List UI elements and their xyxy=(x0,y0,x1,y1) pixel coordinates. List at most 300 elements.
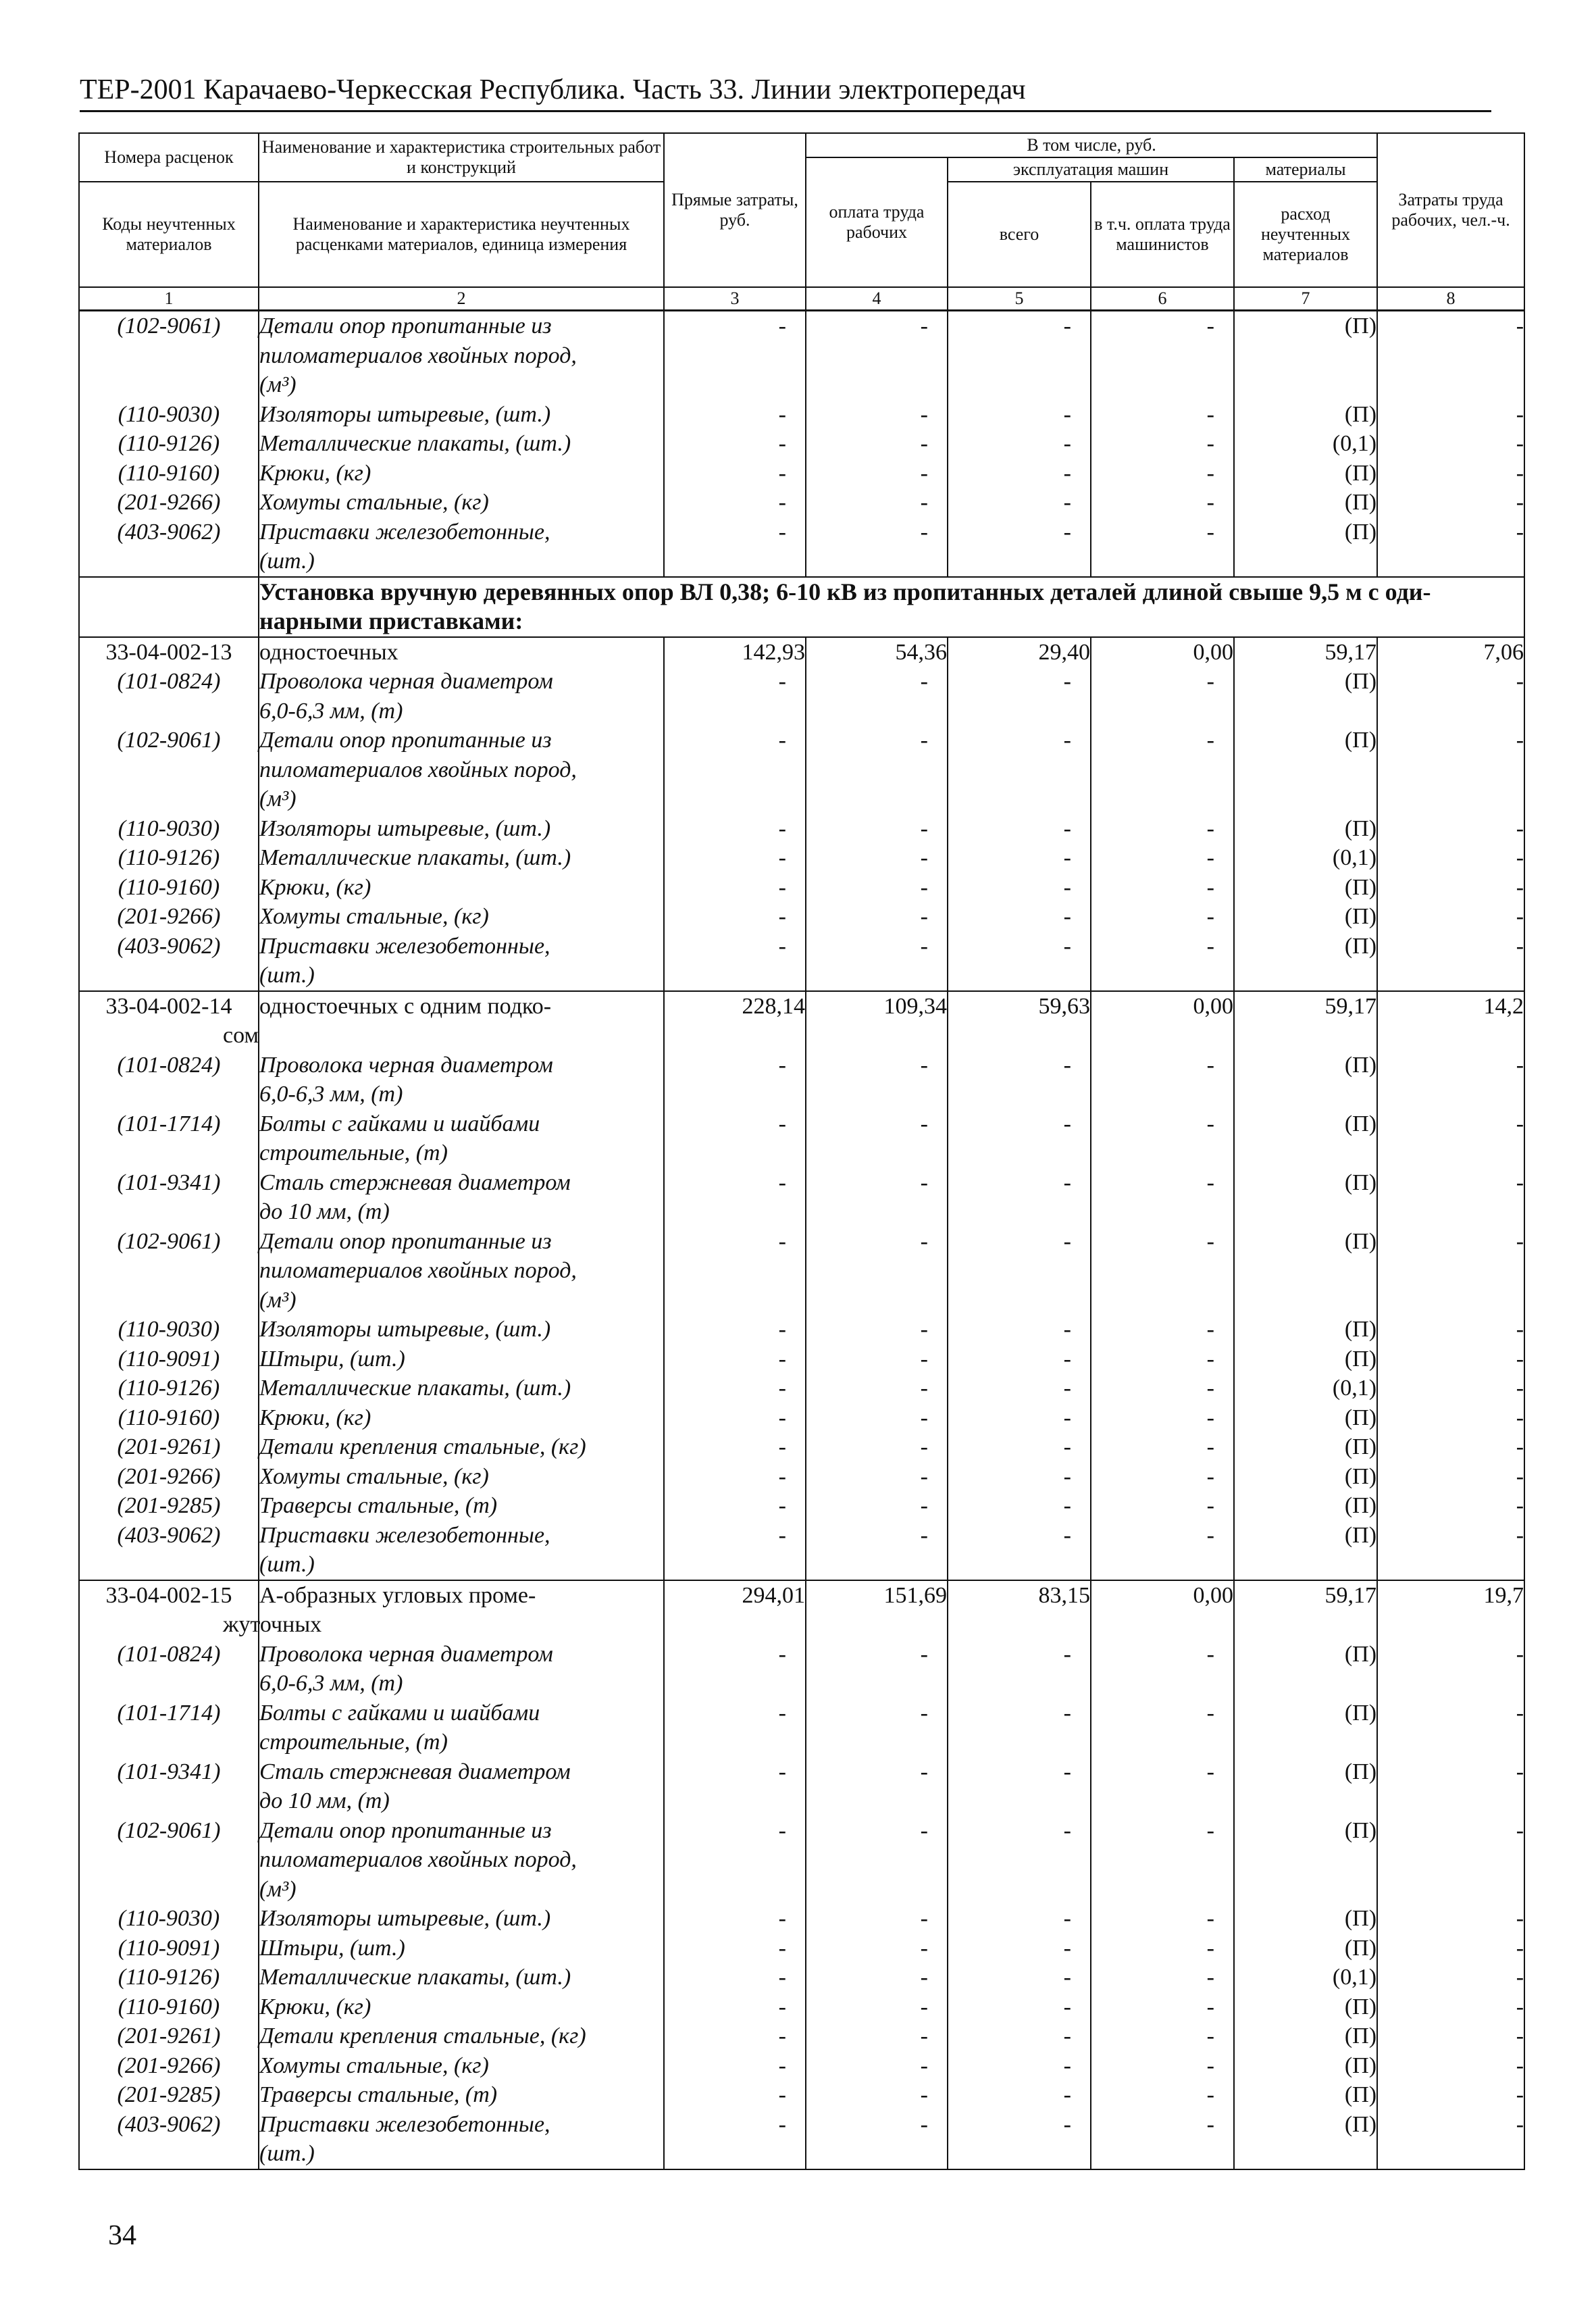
value-cell: - xyxy=(948,311,1091,400)
column-number: 2 xyxy=(259,287,664,311)
header-machine-operation: эксплуатация машин xyxy=(948,157,1234,182)
value-cell: - xyxy=(1091,2021,1234,2051)
materials-value: (П) xyxy=(1234,1403,1377,1433)
value-cell: - xyxy=(1091,1109,1234,1168)
value-cell: - xyxy=(948,667,1091,726)
value-cell: - xyxy=(1377,843,1524,873)
rate-code: 33-04-002-14 xyxy=(79,991,259,1051)
value-cell: - xyxy=(806,1640,948,1699)
value-cell: - xyxy=(1377,1374,1524,1403)
material-name xyxy=(259,843,664,873)
name-line: Хомуты стальные, (кг) xyxy=(259,904,489,929)
value-cell: - xyxy=(664,1699,806,1757)
name-line-text: (м³) xyxy=(259,372,297,397)
value-cell: - xyxy=(1377,1757,1524,1816)
value-cell: - xyxy=(1091,1168,1234,1227)
material-name xyxy=(259,2110,664,2169)
name-line-text: (м³) xyxy=(259,786,297,811)
name-line: Крюки, (кг) xyxy=(259,460,371,486)
value-cell: - xyxy=(664,1432,806,1462)
value-cell: - xyxy=(664,2051,806,2081)
name-line: Детали крепления стальные, (кг) xyxy=(259,1434,586,1459)
material-name xyxy=(259,1432,664,1462)
material-row xyxy=(79,1227,1524,1315)
column-number: 6 xyxy=(1091,287,1234,311)
name-line: Траверсы стальные, (т) xyxy=(259,1493,498,1518)
value-cell: - xyxy=(1091,311,1234,400)
value-cell: - xyxy=(1377,2051,1524,2081)
material-row xyxy=(79,1904,1524,1934)
value-cell: - xyxy=(806,1432,948,1462)
header-materials: материалы xyxy=(1234,157,1377,182)
material-code: (101-1714) xyxy=(79,1109,259,1168)
value-cell: - xyxy=(664,1992,806,2022)
section-empty-cell xyxy=(79,577,259,637)
name-line: Приставки железобетонные, xyxy=(259,519,550,545)
value-cell: - xyxy=(1377,1168,1524,1227)
value-cell: - xyxy=(948,1491,1091,1521)
work-name xyxy=(259,637,664,668)
section-heading-line: Установка вручную деревянных опор ВЛ 0,38; 6-10 кВ из пропитанных деталей длиной свыше 9,5 м с оди- xyxy=(259,578,1431,605)
value-cell: - xyxy=(1377,1051,1524,1109)
value-cell: - xyxy=(806,1757,948,1816)
value-cell: 29,40 xyxy=(948,637,1091,668)
value-cell: - xyxy=(1091,400,1234,430)
value-cell: - xyxy=(948,1462,1091,1492)
header-material-codes: Коды неучтенных материалов xyxy=(79,182,259,287)
value-cell: - xyxy=(1091,843,1234,873)
name-line: Приставки железобетонные, xyxy=(259,933,550,959)
materials-value: (П) xyxy=(1234,814,1377,844)
value-cell: 294,01 xyxy=(664,1580,806,1640)
material-code: (201-9285) xyxy=(79,2080,259,2110)
material-code: (110-9126) xyxy=(79,429,259,459)
name-line: пиломатериалов хвойных пород, xyxy=(259,1258,577,1283)
value-cell: - xyxy=(948,2110,1091,2169)
name-line: Проволока черная диаметром xyxy=(259,669,553,694)
value-cell: - xyxy=(664,488,806,518)
value-cell: - xyxy=(806,429,948,459)
value-cell: - xyxy=(1091,429,1234,459)
column-number: 1 xyxy=(79,287,259,311)
value-cell: - xyxy=(1091,667,1234,726)
material-code: (201-9266) xyxy=(79,1462,259,1492)
name-line: Металлические плакаты, (шт.) xyxy=(259,431,571,456)
value-cell: - xyxy=(664,2110,806,2169)
materials-value: (П) xyxy=(1234,2110,1377,2169)
value-cell: - xyxy=(806,1315,948,1344)
materials-value: (П) xyxy=(1234,311,1377,400)
material-row xyxy=(79,1521,1524,1580)
value-cell: - xyxy=(948,1344,1091,1374)
material-name xyxy=(259,1934,664,1963)
material-name xyxy=(259,1491,664,1521)
material-name xyxy=(259,814,664,844)
materials-value: (П) xyxy=(1234,2051,1377,2081)
materials-value: (П) xyxy=(1234,873,1377,903)
value-cell: - xyxy=(1091,1904,1234,1934)
name-line: строительные, (т) xyxy=(259,1140,448,1165)
value-cell: - xyxy=(1377,1934,1524,1963)
value-cell: - xyxy=(806,1816,948,1905)
material-name xyxy=(259,667,664,726)
materials-value: (П) xyxy=(1234,2021,1377,2051)
material-name xyxy=(259,2051,664,2081)
name-line: 6,0-6,3 мм, (т) xyxy=(259,1082,403,1107)
material-row xyxy=(79,2051,1524,2081)
material-code: (101-9341) xyxy=(79,1757,259,1816)
name-line: Штыри, (шт.) xyxy=(259,1346,405,1372)
name-line: 6,0-6,3 мм, (т) xyxy=(259,698,403,724)
rate-code: 33-04-002-15 xyxy=(79,1580,259,1640)
value-cell: - xyxy=(948,1168,1091,1227)
value-cell: - xyxy=(1091,1491,1234,1521)
value-cell: - xyxy=(664,1816,806,1905)
section-heading-line: нарными приставками: xyxy=(259,607,523,634)
materials-value: (П) xyxy=(1234,726,1377,814)
material-code: (403-9062) xyxy=(79,1521,259,1580)
value-cell: - xyxy=(1091,1934,1234,1963)
value-cell: - xyxy=(1377,932,1524,991)
material-name xyxy=(259,1051,664,1109)
name-line xyxy=(259,784,663,814)
value-cell: - xyxy=(948,1992,1091,2022)
value-cell: - xyxy=(1377,1403,1524,1433)
header-work-name: Наименование и характеристика строительных работ и конструкций xyxy=(259,133,664,182)
material-code: (403-9062) xyxy=(79,2110,259,2169)
value-cell: - xyxy=(806,1374,948,1403)
material-name xyxy=(259,1992,664,2022)
material-name xyxy=(259,488,664,518)
value-cell: - xyxy=(1091,459,1234,488)
work-name xyxy=(223,1580,664,1640)
value-cell: - xyxy=(948,1699,1091,1757)
value-cell: - xyxy=(1091,1051,1234,1109)
value-cell: 14,2 xyxy=(1377,991,1524,1051)
value-cell: - xyxy=(664,814,806,844)
value-cell: - xyxy=(948,814,1091,844)
material-name xyxy=(259,518,664,577)
value-cell: - xyxy=(948,1432,1091,1462)
value-cell: - xyxy=(1091,873,1234,903)
material-row xyxy=(79,873,1524,903)
value-cell: - xyxy=(806,488,948,518)
value-cell: - xyxy=(664,873,806,903)
name-line: Проволока черная диаметром xyxy=(259,1052,553,1078)
materials-value: (П) xyxy=(1234,1934,1377,1963)
materials-value: (0,1) xyxy=(1234,1963,1377,1992)
value-cell: - xyxy=(806,814,948,844)
materials-value: (П) xyxy=(1234,1640,1377,1699)
name-line: Металлические плакаты, (шт.) xyxy=(259,1376,571,1401)
name-line: Изоляторы штыревые, (шт.) xyxy=(259,401,551,427)
value-cell: - xyxy=(806,726,948,814)
material-code: (101-0824) xyxy=(79,1640,259,1699)
name-line: Крюки, (кг) xyxy=(259,1994,371,2019)
name-line: пиломатериалов хвойных пород, xyxy=(259,1847,577,1872)
value-cell: - xyxy=(1377,902,1524,932)
material-row xyxy=(79,429,1524,459)
column-number: 8 xyxy=(1377,287,1524,311)
materials-value: (П) xyxy=(1234,1816,1377,1905)
name-line: Крюки, (кг) xyxy=(259,874,371,900)
name-line: Сталь стержневая диаметром xyxy=(259,1759,571,1784)
value-cell: 7,06 xyxy=(1377,637,1524,668)
material-code: (110-9160) xyxy=(79,1992,259,2022)
name-line-text: (м³) xyxy=(259,1287,297,1313)
value-cell: - xyxy=(1091,2051,1234,2081)
material-code: (110-9030) xyxy=(79,1315,259,1344)
value-cell: - xyxy=(806,932,948,991)
material-name xyxy=(259,459,664,488)
value-cell: - xyxy=(948,932,1091,991)
value-cell: - xyxy=(664,1640,806,1699)
value-cell: - xyxy=(1091,726,1234,814)
value-cell: - xyxy=(1377,459,1524,488)
value-cell: - xyxy=(664,459,806,488)
material-code: (110-9030) xyxy=(79,814,259,844)
header-material-name: Наименование и характеристика неучтенных расценками материалов, единица измерения xyxy=(259,182,664,287)
materials-value: (П) xyxy=(1234,1992,1377,2022)
materials-value: (П) xyxy=(1234,1227,1377,1315)
value-cell: - xyxy=(1377,1992,1524,2022)
material-name xyxy=(259,429,664,459)
name-line: строительные, (т) xyxy=(259,1730,448,1755)
work-name xyxy=(223,991,664,1051)
value-cell: - xyxy=(664,1403,806,1433)
value-cell: - xyxy=(1377,667,1524,726)
value-cell: - xyxy=(806,1934,948,1963)
material-row xyxy=(79,843,1524,873)
value-cell: - xyxy=(806,311,948,400)
value-cell: 54,36 xyxy=(806,637,948,668)
material-code: (110-9160) xyxy=(79,459,259,488)
material-code: (102-9061) xyxy=(79,311,259,400)
value-cell: - xyxy=(948,2021,1091,2051)
materials-value: (П) xyxy=(1234,518,1377,577)
value-cell: - xyxy=(1377,2080,1524,2110)
material-name xyxy=(259,902,664,932)
value-cell: - xyxy=(664,429,806,459)
material-row xyxy=(79,1699,1524,1757)
name-line: Болты с гайками и шайбами xyxy=(259,1111,540,1136)
value-cell: - xyxy=(1091,1462,1234,1492)
material-row xyxy=(79,1491,1524,1521)
value-cell: - xyxy=(948,2080,1091,2110)
material-code: (110-9030) xyxy=(79,1904,259,1934)
value-cell: - xyxy=(948,1757,1091,1816)
column-number: 7 xyxy=(1234,287,1377,311)
value-cell: - xyxy=(806,1521,948,1580)
material-code: (201-9266) xyxy=(79,488,259,518)
value-cell: - xyxy=(664,1934,806,1963)
value-cell: - xyxy=(948,400,1091,430)
column-number: 5 xyxy=(948,287,1091,311)
value-cell: - xyxy=(806,1491,948,1521)
material-row xyxy=(79,1168,1524,1227)
materials-value: (П) xyxy=(1234,902,1377,932)
value-cell: - xyxy=(1377,429,1524,459)
value-cell: - xyxy=(948,518,1091,577)
material-row xyxy=(79,400,1524,430)
value-cell: 83,15 xyxy=(948,1580,1091,1640)
value-cell: - xyxy=(1091,1403,1234,1433)
materials-value: (П) xyxy=(1234,488,1377,518)
materials-value: (0,1) xyxy=(1234,843,1377,873)
material-code: (110-9030) xyxy=(79,400,259,430)
value-cell: - xyxy=(806,902,948,932)
materials-value: (П) xyxy=(1234,667,1377,726)
material-name xyxy=(259,726,664,814)
material-code: (102-9061) xyxy=(79,1227,259,1315)
value-cell: - xyxy=(1377,814,1524,844)
name-line: (шт.) xyxy=(259,549,315,574)
value-cell: - xyxy=(948,1521,1091,1580)
value-cell: - xyxy=(664,400,806,430)
material-name xyxy=(259,1640,664,1699)
material-row xyxy=(79,726,1524,814)
value-cell: - xyxy=(948,1934,1091,1963)
value-cell: - xyxy=(1091,932,1234,991)
material-row xyxy=(79,1816,1524,1905)
name-line: Проволока черная диаметром xyxy=(259,1641,553,1667)
value-cell: - xyxy=(1091,1992,1234,2022)
value-cell: - xyxy=(948,1374,1091,1403)
material-row xyxy=(79,2021,1524,2051)
name-line: Приставки железобетонные, xyxy=(259,2111,550,2137)
material-name xyxy=(259,1403,664,1433)
value-cell: - xyxy=(948,2051,1091,2081)
value-cell: - xyxy=(664,518,806,577)
material-name xyxy=(259,1109,664,1168)
header-including: В том числе, руб. xyxy=(806,133,1377,157)
value-cell: - xyxy=(664,1963,806,1992)
value-cell: - xyxy=(1377,1521,1524,1580)
value-cell: - xyxy=(948,843,1091,873)
material-name xyxy=(259,2021,664,2051)
material-row xyxy=(79,932,1524,991)
value-cell: - xyxy=(664,1227,806,1315)
materials-value: (0,1) xyxy=(1234,429,1377,459)
value-cell: - xyxy=(1091,814,1234,844)
value-cell: - xyxy=(664,726,806,814)
value-cell: - xyxy=(1377,400,1524,430)
materials-value: (П) xyxy=(1234,459,1377,488)
value-cell: - xyxy=(806,1051,948,1109)
name-line: Металлические плакаты, (шт.) xyxy=(259,1965,571,1990)
value-cell: - xyxy=(1091,1315,1234,1344)
name-line: А-образных угловых проме- xyxy=(259,1582,536,1608)
name-line: пиломатериалов хвойных пород, xyxy=(259,757,577,782)
name-line: Хомуты стальные, (кг) xyxy=(259,490,489,515)
value-cell: - xyxy=(806,1992,948,2022)
value-cell: - xyxy=(664,1462,806,1492)
value-cell: - xyxy=(806,2110,948,2169)
name-line: до 10 мм, (т) xyxy=(259,1199,390,1224)
material-name xyxy=(259,1816,664,1905)
value-cell: - xyxy=(806,459,948,488)
value-cell: - xyxy=(948,1315,1091,1344)
name-line: Металлические плакаты, (шт.) xyxy=(259,845,571,870)
material-code: (201-9266) xyxy=(79,902,259,932)
material-name xyxy=(259,1462,664,1492)
materials-value: (П) xyxy=(1234,1168,1377,1227)
material-row xyxy=(79,1432,1524,1462)
value-cell: - xyxy=(664,1521,806,1580)
value-cell: - xyxy=(806,1109,948,1168)
material-name xyxy=(259,311,664,400)
material-row xyxy=(79,814,1524,844)
value-cell: - xyxy=(806,1168,948,1227)
rate-row xyxy=(79,637,1524,668)
material-name xyxy=(259,1757,664,1816)
value-cell: - xyxy=(1377,1315,1524,1344)
value-cell: 19,7 xyxy=(1377,1580,1524,1640)
value-cell: - xyxy=(948,488,1091,518)
materials-value: (П) xyxy=(1234,932,1377,991)
material-name xyxy=(259,1963,664,1992)
materials-value: (П) xyxy=(1234,1462,1377,1492)
name-line: Сталь стержневая диаметром xyxy=(259,1169,571,1195)
value-cell: - xyxy=(1091,1757,1234,1816)
value-cell: - xyxy=(664,1315,806,1344)
header-machinist-pay: в т.ч. оплата труда машинистов xyxy=(1091,182,1234,287)
material-name xyxy=(259,1227,664,1315)
name-line: Траверсы стальные, (т) xyxy=(259,2082,498,2107)
name-line: пиломатериалов хвойных пород, xyxy=(259,343,577,368)
name-line xyxy=(259,1875,663,1905)
name-line: Хомуты стальные, (кг) xyxy=(259,2053,489,2078)
value-cell: 0,00 xyxy=(1091,1580,1234,1640)
material-name xyxy=(259,1904,664,1934)
name-line: Детали опор пропитанные из xyxy=(259,1817,552,1843)
value-cell: - xyxy=(664,1374,806,1403)
value-cell: - xyxy=(1091,1640,1234,1699)
value-cell: - xyxy=(806,1963,948,1992)
material-row xyxy=(79,311,1524,400)
value-cell: - xyxy=(664,902,806,932)
value-cell: - xyxy=(1091,1816,1234,1905)
column-number: 4 xyxy=(806,287,948,311)
value-cell: - xyxy=(1377,1699,1524,1757)
section-heading xyxy=(259,577,1524,637)
value-cell: - xyxy=(664,2080,806,2110)
material-code: (110-9091) xyxy=(79,1344,259,1374)
material-code: (201-9261) xyxy=(79,2021,259,2051)
value-cell: - xyxy=(1377,726,1524,814)
value-cell: - xyxy=(1091,902,1234,932)
value-cell: - xyxy=(948,873,1091,903)
value-cell: - xyxy=(948,1640,1091,1699)
materials-value: (П) xyxy=(1234,1904,1377,1934)
materials-value: (П) xyxy=(1234,1699,1377,1757)
value-cell: - xyxy=(806,2051,948,2081)
material-code: (101-0824) xyxy=(79,1051,259,1109)
material-name xyxy=(259,1168,664,1227)
value-cell: - xyxy=(948,1403,1091,1433)
name-line: Штыри, (шт.) xyxy=(259,1935,405,1961)
value-cell: - xyxy=(806,1344,948,1374)
material-code: (110-9160) xyxy=(79,1403,259,1433)
material-code: (102-9061) xyxy=(79,1816,259,1905)
rate-row xyxy=(79,991,1524,1051)
value-cell: - xyxy=(1377,1491,1524,1521)
name-line-text: (м³) xyxy=(259,1876,297,1902)
name-line: Хомуты стальные, (кг) xyxy=(259,1463,489,1489)
header-direct-costs: Прямые затраты, руб. xyxy=(664,133,806,287)
material-code: (403-9062) xyxy=(79,932,259,991)
value-cell: - xyxy=(1377,1109,1524,1168)
